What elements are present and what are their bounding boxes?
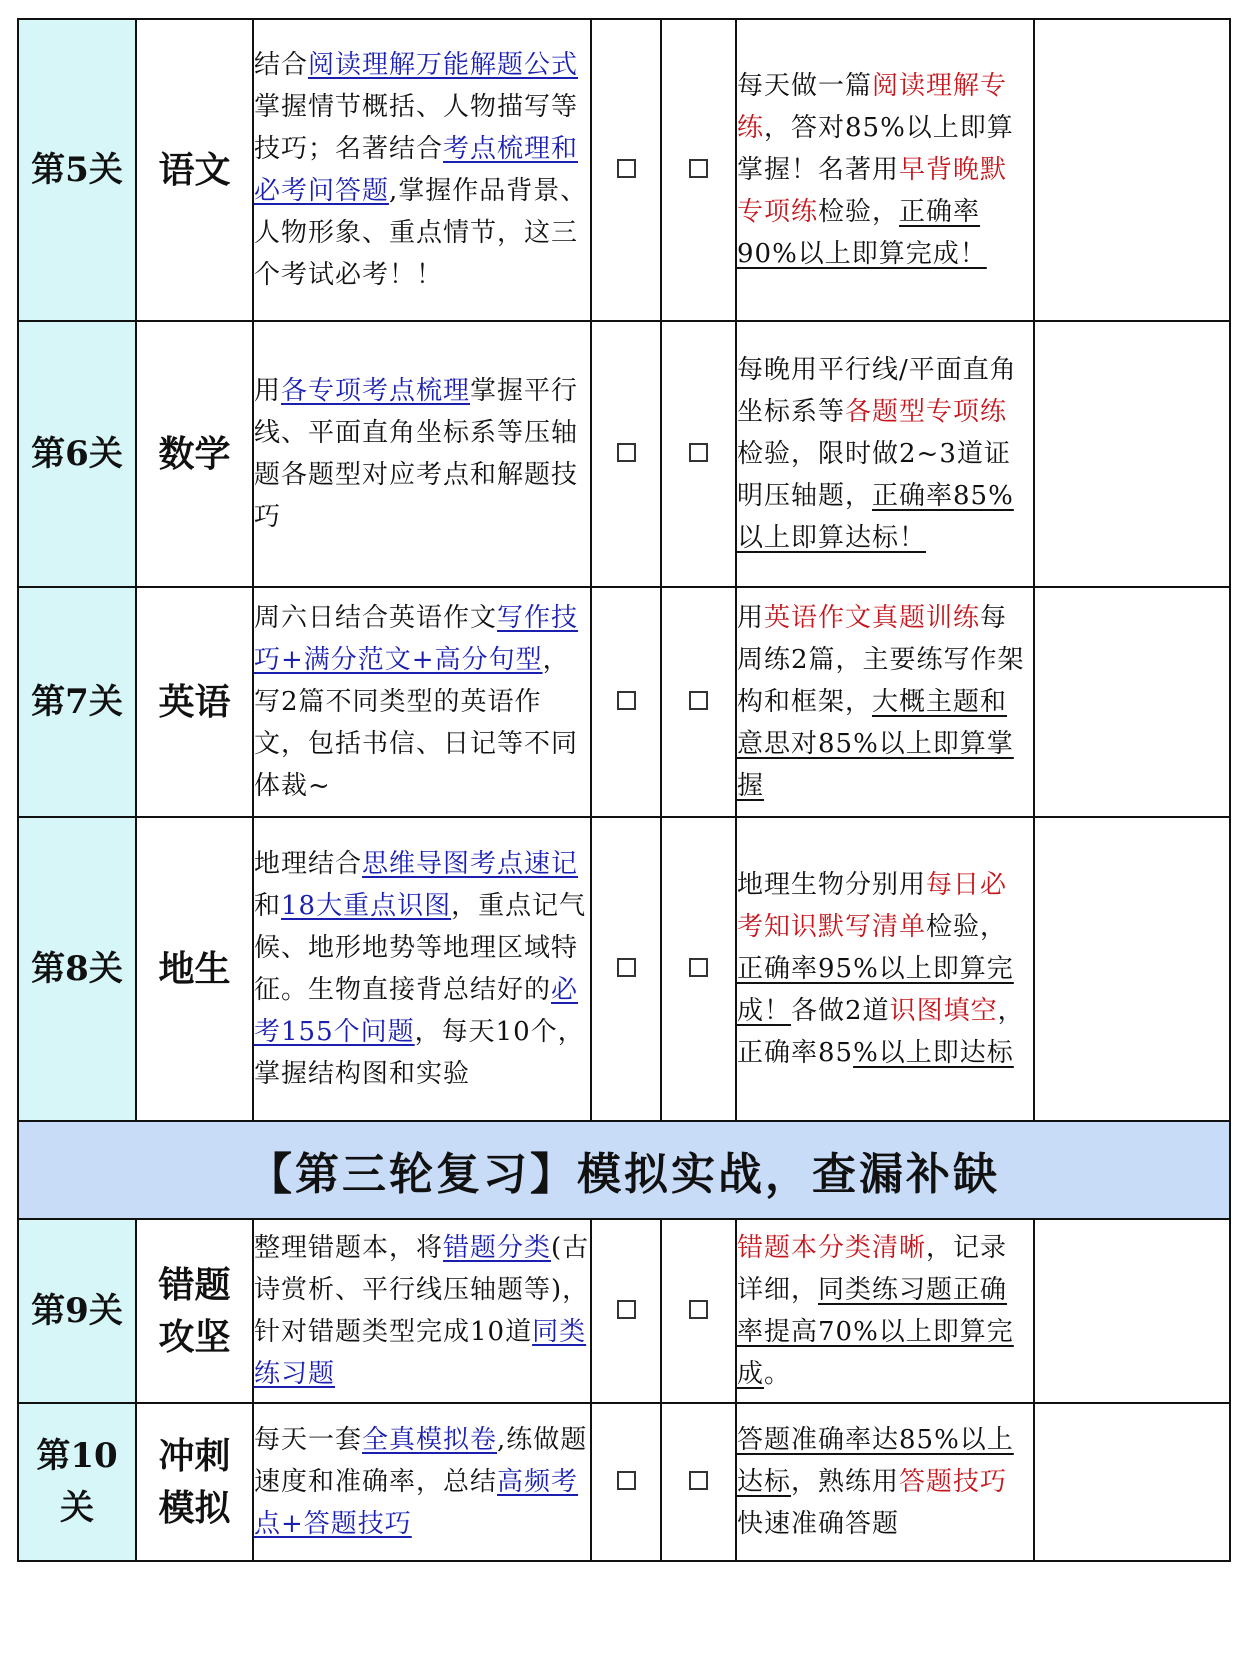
underlined-text: 正确率90%以上即算完成！: [737, 197, 987, 269]
checkbox[interactable]: [617, 1300, 636, 1319]
checkbox-cell: [661, 1219, 736, 1403]
highlight-text: 错题本分类清晰: [737, 1233, 927, 1263]
checkbox-cell: [591, 321, 661, 587]
underlined-text: %以上即达标: [853, 1038, 1014, 1068]
method-text: ,练做题速度和准确率，总结: [254, 1425, 588, 1497]
subject-label-line: 攻坚: [158, 1316, 231, 1358]
method-cell: [253, 19, 591, 321]
checkbox[interactable]: [617, 1471, 636, 1490]
goal-text: ，答对85%以上即算掌握！名著用: [737, 113, 1014, 185]
checkbox[interactable]: [689, 691, 708, 710]
method-cell: [253, 1219, 591, 1403]
study-plan-table: [17, 18, 1231, 1562]
subject-label: 地生: [158, 948, 231, 990]
subject-cell: [136, 587, 253, 817]
subject-label-line: 错题: [158, 1264, 231, 1306]
level-cell: [18, 1219, 136, 1403]
checkbox-cell: [661, 1403, 736, 1561]
goal-text: 检验，: [926, 912, 1008, 942]
table-row: [18, 321, 1230, 587]
checkbox-cell: [591, 1219, 661, 1403]
section-title: 【第三轮复习】模拟实战，查漏补缺: [18, 1121, 1230, 1219]
subject-label-line: 模拟: [158, 1487, 231, 1529]
goal-text: 每天做一篇: [737, 71, 873, 101]
checkbox[interactable]: [617, 958, 636, 977]
method-text: ，重点记气候、地形地势等地理区域特征。生物直接背总结好的: [254, 891, 587, 1005]
subject-label: 语文: [158, 149, 231, 191]
method-text: ，写2篇不同类型的英语作文，包括书信、日记等不同体裁~: [254, 645, 579, 801]
table-row: [18, 1403, 1230, 1561]
highlight-text: 每日必考知识默写清单: [737, 870, 1008, 942]
level-label: 第5关: [31, 150, 123, 190]
note-cell[interactable]: [1034, 587, 1230, 817]
goal-cell: [736, 817, 1034, 1121]
resource-link[interactable]: 错题分类: [443, 1233, 552, 1263]
checkbox[interactable]: [689, 1471, 708, 1490]
goal-text: 检验，: [818, 197, 900, 227]
resource-link[interactable]: 18大重点识图: [281, 891, 452, 921]
method-text: 用: [254, 376, 282, 406]
goal-text: 每晚用平行线/平面直角坐标系等: [737, 355, 1017, 427]
goal-text: 。: [764, 1359, 792, 1389]
subject-cell: [136, 321, 253, 587]
method-text: 掌握平行线、平面直角坐标系等压轴题各题型对应考点和解题技巧: [254, 376, 579, 532]
highlight-text: 早背晚默专项练: [737, 155, 1008, 227]
subject-label-line: 冲刺: [158, 1435, 231, 1477]
checkbox[interactable]: [617, 159, 636, 178]
resource-link[interactable]: 高频考点+答题技巧: [254, 1467, 579, 1539]
resource-link[interactable]: 同类练习题: [254, 1317, 587, 1389]
note-cell[interactable]: [1034, 19, 1230, 321]
method-text: 每天一套: [254, 1425, 363, 1455]
goal-text: 检验，限时做2~3道证明压轴题，: [737, 439, 1011, 511]
checkbox[interactable]: [689, 443, 708, 462]
goal-text: 每周练2篇，主要练写作架构和框架，: [737, 603, 1025, 717]
goal-text: 各做2道: [791, 996, 890, 1026]
goal-text: 用: [737, 603, 765, 633]
subject-cell: [136, 19, 253, 321]
resource-link[interactable]: 思维导图考点速记: [362, 849, 579, 879]
checkbox[interactable]: [689, 1300, 708, 1319]
resource-link[interactable]: 各专项考点梳理: [281, 376, 471, 406]
checkbox-cell: [591, 19, 661, 321]
checkbox[interactable]: [689, 958, 708, 977]
method-text: 结合: [254, 50, 309, 80]
highlight-text: 识图填空: [889, 996, 998, 1026]
method-text: 和: [254, 891, 282, 921]
checkbox-cell: [661, 587, 736, 817]
subject-cell: [136, 1219, 253, 1403]
resource-link[interactable]: 考点梳理和必考问答题: [254, 134, 579, 206]
goal-cell: [736, 587, 1034, 817]
resource-link[interactable]: 写作技巧+满分范文+高分句型: [254, 603, 579, 675]
note-cell[interactable]: [1034, 1403, 1230, 1561]
checkbox-cell: [661, 817, 736, 1121]
table-row: [18, 587, 1230, 817]
highlight-text: 各题型专项练: [845, 397, 1008, 427]
checkbox[interactable]: [689, 159, 708, 178]
resource-link[interactable]: 必考155个问题: [254, 975, 579, 1047]
goal-text: ，熟练用: [791, 1467, 900, 1497]
underlined-text: 正确率95%以上即算完成！: [737, 954, 1014, 1026]
subject-cell: [136, 817, 253, 1121]
method-cell: [253, 1403, 591, 1561]
underlined-text: 同类练习题正确率提高70%以上即算完成: [737, 1275, 1014, 1389]
highlight-text: 答题技巧: [899, 1467, 1008, 1497]
level-label: 第9关: [31, 1291, 123, 1331]
checkbox-cell: [591, 1403, 661, 1561]
highlight-text: 英语作文真题训练: [764, 603, 981, 633]
goal-text: ，记录详细，: [737, 1233, 1008, 1305]
checkbox-cell: [661, 321, 736, 587]
checkbox[interactable]: [617, 443, 636, 462]
level-cell: [18, 321, 136, 587]
method-text: 整理错题本，将: [254, 1233, 444, 1263]
subject-label: 英语: [158, 681, 231, 723]
note-cell[interactable]: [1034, 321, 1230, 587]
goal-text: 快速准确答题: [737, 1509, 900, 1539]
level-label: 第6关: [31, 434, 123, 474]
goal-cell: [736, 1403, 1034, 1561]
method-text: 掌握情节概括、人物描写等技巧；名著结合: [254, 92, 579, 164]
level-label-line: 关: [60, 1488, 94, 1528]
method-cell: [253, 587, 591, 817]
level-cell: [18, 817, 136, 1121]
underlined-text: 正确率85%以上即算达标！: [737, 481, 1014, 553]
method-text: (古诗赏析、平行线压轴题等)，针对错题类型完成10道: [254, 1233, 590, 1347]
table-row: [18, 817, 1230, 1121]
level-label-line: 第10: [36, 1436, 118, 1476]
method-text: 周六日结合英语作文: [254, 603, 498, 633]
goal-text: ，正确率85: [737, 996, 1025, 1068]
method-text: ，每天10个，掌握结构图和实验: [254, 1017, 585, 1089]
section-header-row: [18, 1121, 1230, 1219]
method-cell: [253, 817, 591, 1121]
level-label: 第7关: [31, 682, 123, 722]
method-text: ,掌握作品背景、人物形象、重点情节，这三个考试必考！！: [254, 176, 588, 290]
checkbox-cell: [591, 587, 661, 817]
goal-cell: [736, 1219, 1034, 1403]
level-cell: [18, 19, 136, 321]
checkbox[interactable]: [617, 691, 636, 710]
note-cell[interactable]: [1034, 1219, 1230, 1403]
level-cell: [18, 587, 136, 817]
underlined-text: 答题准确率达85%以上达标: [737, 1425, 1014, 1497]
checkbox-cell: [661, 19, 736, 321]
goal-cell: [736, 321, 1034, 587]
highlight-text: 阅读理解专练: [737, 71, 1008, 143]
level-label: 第8关: [31, 949, 123, 989]
method-cell: [253, 321, 591, 587]
underlined-text: 大概主题和意思对85%以上即算掌握: [737, 687, 1014, 801]
goal-text: 地理生物分别用: [737, 870, 927, 900]
note-cell[interactable]: [1034, 817, 1230, 1121]
subject-label: 数学: [158, 433, 231, 475]
resource-link[interactable]: 全真模拟卷: [362, 1425, 498, 1455]
table-row: [18, 1219, 1230, 1403]
table-row: [18, 19, 1230, 321]
goal-cell: [736, 19, 1034, 321]
level-cell: [18, 1403, 136, 1561]
subject-cell: [136, 1403, 253, 1561]
checkbox-cell: [591, 817, 661, 1121]
resource-link[interactable]: 阅读理解万能解题公式: [308, 50, 579, 80]
method-text: 地理结合: [254, 849, 363, 879]
